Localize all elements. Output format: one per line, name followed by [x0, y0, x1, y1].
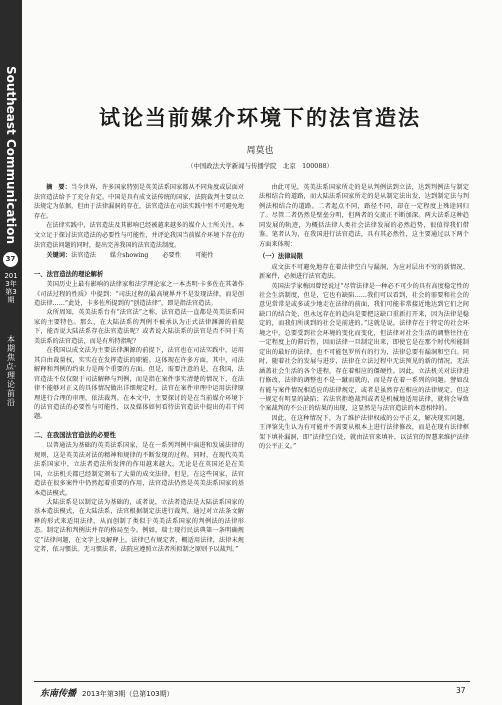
paragraph: 英国法学家梅因曾经说过“尽管法律是一种必不可少的具有高度稳定性的社会生活制度，但是，它也有缺陷……我们可以看到，社会的需要和社会的意见常常是或多或少地走在法律的前面，我们可能非常接近地达到它们之间缺口的结合处，但永远存在的趋向是要把这缺口重新打开来，因为法律是稳定的，而我们所谈到的社会是前进的。”这就是说，法律存在于特定的社会环境之中，总要受到社会环境的变化而变化，但法律对社会生活的调整往往在一定程度上的滞后性，因而法律一旦制定出来，即使它是在那个时代所能制定出的最好的法律，也不可能包罗所有的行为，法律总要有漏洞和空白。同时，随着社会的发展与进步，法律在立法过程中无法预见的新的情况，无法涵盖社会生活的各个进程，存在着相应的僵硬性。因此，立法机关对法律进行修改，法律的调整也不是一蹴而就的，而是存在着一系列的问题。譬如没有能与案件情况相适应的法律规定，或者是虽然存在相应的法律规定，但这一规定有明显的缺陷；若法官拒绝裁判或者是机械地适用法律，就将会导致个案裁判的不公正的结果的出现，这显然是与法官造法的本意相悖的。	[259, 282, 469, 413]
paragraph: 众所周知，英美法系台有“法官法”之称，法官造法一直都是英美法系国家的主要特色。那么，在大陆法系的判例不被承认为正式法律渊源的前提下，能否说大陆法系存在法官造法呢？或者说大陆法系的法官是否不同于英美法系的法官造法，而是有所特指呢？	[34, 309, 244, 345]
article-author: 周莫也	[246, 146, 274, 156]
right-column	[259, 183, 469, 678]
keyword: 法官造法	[71, 252, 96, 260]
keywords-label: 关键词：	[46, 252, 72, 260]
sidebar-issue-text: 2013年第3期	[4, 272, 18, 304]
page-footer	[40, 686, 174, 699]
subsection-heading: （一）法律局限	[259, 253, 304, 261]
author-affiliation: （中国政法大学新闻与传播学院 北京 100088）	[187, 162, 333, 170]
paragraph: 由此可见，英美法系国家所走的是从判例法到立法，达到判例法与制定法相结合的道路，而大陆法系国家所走的是从制定法出发，达到制定法与判例法相结合的道路。二者起点不同，路径不同，却在一定程度上殊途同归了。尽管二者仍然是壁垒分明，但两者的交流正不断加深。两大法系这种趋同发展的轨迹，为概括法律人类社会法律发展的必然趋势，很值得我们借鉴。笔者认为，在我国进行法官造法，具有其必然性，这主要通过以下两个方面来体现：	[259, 184, 469, 248]
left-column	[34, 183, 244, 678]
paragraph: 大陆法系是以制定法为基础的，或者说，立法者造法是大陆法系国家的基本造法模式，在大陆法系，法官根据制定法进行裁判，通过对立法条文解释的形式来适用法律，从而创制了类似于英美法系国家的判例法的法律形态。制定法和判例法并存的格局至今。例如，瑞士现行民法典第一条明确规定“法律问题，在文字上及解释上，法律已有规定者，概适用法律，法律未规定者，依习惯法。无习惯法者，法院应遵照立法者所拟制之原则予以裁判。”	[34, 499, 244, 554]
section-1-heading: 一、法官造法的理论解析	[34, 270, 104, 278]
keyword: 可能性	[194, 252, 214, 260]
article-title: 试论当前媒介环境下的法官造法	[99, 105, 421, 130]
keyword: 媒介showing	[109, 252, 149, 260]
abstract-label: 摘 要：	[46, 184, 71, 191]
sidebar-page-number: 37	[3, 252, 18, 267]
paragraph: 在我国以成文法为主要法律渊源的前提下，法官也在司法实践中，运用其自由裁量权，实实在在发挥造法的职能。这体现在许多方面，其中，司法解释和判例的约束力是两个重要的方面。但是，需要注意的是，在我国，法官造法不仅仅限于司法解释与判例，而是指在案件事实清楚的情况下，在法律不能够对正义的具体情况做出详细规定时，法官在案件审理中运用法律原理进行合理的审理，依法裁判。在本文中，主要探讨的是在当前媒介环境下的法官造法的必要性与可能性，以及媒体如何看待法官造法中提出的若干问题。	[34, 347, 244, 421]
paragraph: 成文法不可避免地存在着法律空白与漏洞，为应对层出不穷的新情况、新案件，必须进行法官造法。	[259, 263, 469, 281]
sidebar-section-label: 本期焦点·理论前沿	[5, 335, 17, 407]
page-number: 37	[456, 686, 466, 695]
abstract	[34, 183, 244, 221]
footer-issue-info: 2013年第3期（总第103期）	[82, 690, 174, 698]
keywords	[34, 251, 244, 260]
abstract-text-2: 在法律实践中，法官造法及其影响已经被越来越多的媒介人士所关注。本文立足于探讨法官造法的必要性与可能性，并评论我国当前媒介环境下存在的法官造法问题的同时，提出完善我国的法官造法制度。	[34, 222, 244, 249]
footer-rule	[34, 681, 470, 682]
paragraph: 美国历史上最有影响的法律家和法学理论家之一本杰明·卡多佐在其著作《司法过程的性质》中提到：“司法过程的最高境界并不是发现法律，而是创造法律……”此处，卡多佐所提到的“创造法律”，即是指法官造法。	[34, 281, 244, 307]
section-2-heading: 二、在我国法官造法的必要性	[34, 431, 116, 439]
keyword: 必要性	[162, 252, 181, 260]
journal-sidebar-band	[0, 0, 22, 705]
paragraph: 以普通法为基础的英美法系国家，是在一系列判例中演进和发展法律的规则，这是英美法对法的精神和规律的不断发现的过程。同时，在现代英美法系国家中，立法者造法所发挥的作用越来越大。无论是在英国还是在美国，立法机关都已经制定颁布了大量的成文法律。但是，在这些国家，法官造法在很多案件中仍然起着重要的作用，法官造法仍然是英美法系国家的基本造法模式。	[34, 442, 244, 497]
footer-journal-name: 东南传播	[40, 689, 77, 699]
journal-english-title: Southeast Communication	[4, 65, 19, 245]
paragraph: 因此，在这种情况下，为了维护法律权威的公平正义，解决现实问题，王泽鉴先生认为有可能并不需要从根本上进行法律修改，而是在现有法律框架下填补漏洞，即“法律空白处，就由法官来填补，以法官的智慧来维护法律的公平正义。”	[259, 414, 469, 451]
abstract-text-1: 当今世界，许多国家特别是英美法系国家都从不同角度或层面对法官造法给予了充分肯定。中国是具有成文法传统的国家，法院裁判主要以立法规定为依据，但由于法律漏洞的存在，法官造法在司法实践中恒不可避免地存在。	[34, 184, 244, 220]
